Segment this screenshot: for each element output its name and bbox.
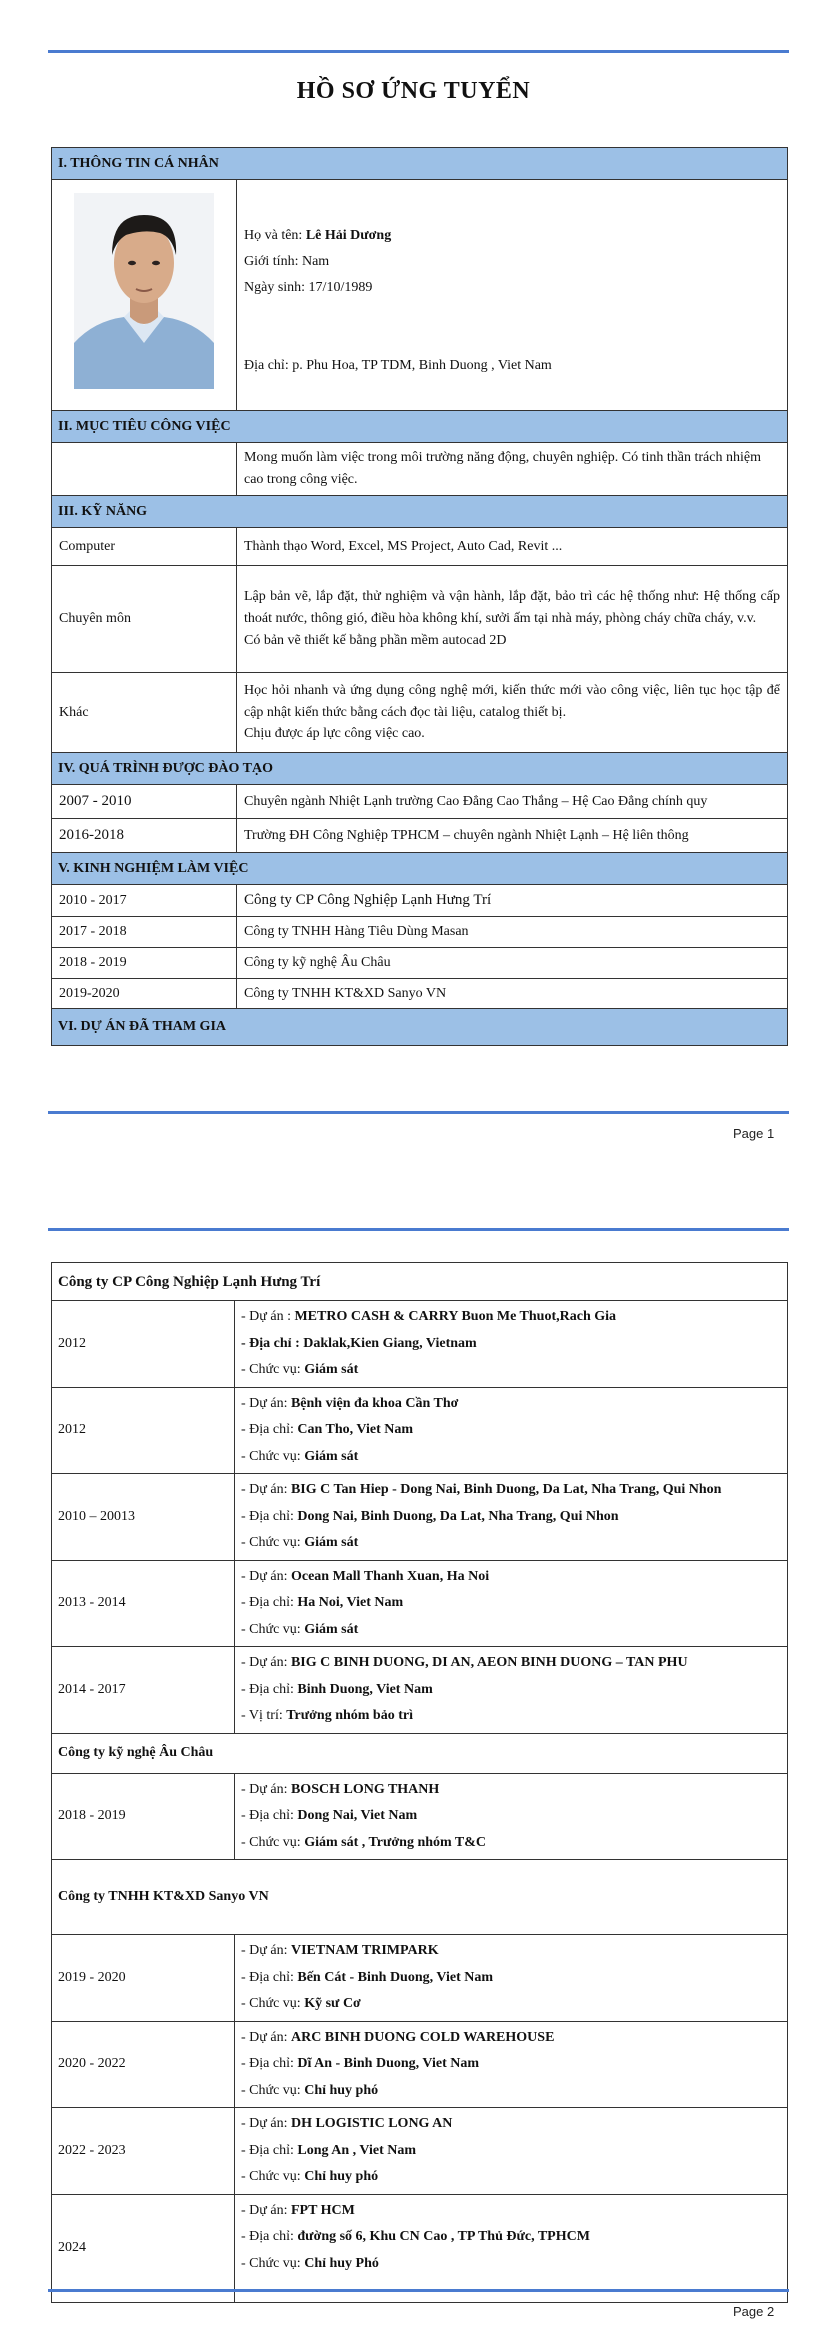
role-label: - Chức vụ:: [241, 2082, 305, 2098]
project-label: - Dự án:: [241, 1781, 291, 1797]
project-line: [241, 1650, 781, 1677]
role-line: [241, 2078, 781, 2105]
project-name: BIG C BINH DUONG, DI AN, AEON BINH DUONG – TAN PHU: [290, 1655, 688, 1670]
project-label: - Dự án:: [241, 1568, 291, 1584]
project-line: [241, 1777, 781, 1804]
gender-line: Giới tính: Nam: [244, 254, 330, 269]
exp-company: Công ty TNHH KT&XD Sanyo VN: [237, 978, 788, 1009]
page2-bottom-rule: [48, 2289, 789, 2292]
skill-line: Học hỏi nhanh và ứng dụng công nghệ mới, kiến thức mới vào công việc, liên tục học tập để cập nhật kiến thức bằng cách đọc tài liệu, catalog thiết bị.: [244, 682, 780, 720]
skill-text: [237, 673, 788, 753]
edu-years: 2016-2018: [52, 819, 237, 853]
location-line: [241, 1590, 781, 1617]
project-line: [241, 2198, 781, 2225]
role-line: [241, 2164, 781, 2191]
project-location: Long An , Viet Nam: [297, 2142, 416, 2158]
location-line: [241, 1677, 781, 1704]
role-label: - Chức vụ:: [241, 1362, 305, 1377]
project-label: - Dự án:: [241, 1395, 291, 1411]
project-label: - Dự án:: [241, 1655, 291, 1670]
personal-info: [237, 180, 788, 411]
cv-table: [51, 147, 788, 1046]
exp-years: 2019-2020: [52, 978, 237, 1009]
project-detail: [235, 1387, 788, 1474]
role-line: [241, 1830, 781, 1857]
project-name: METRO CASH & CARRY Buon Me Thuot,Rach Gia: [294, 1309, 617, 1324]
project-year: 2014 - 2017: [52, 1647, 235, 1734]
role-label: - Chức vụ:: [241, 1535, 305, 1550]
location-line: [241, 1331, 781, 1358]
skill-label: Computer: [52, 528, 237, 566]
location-label: - Địa chỉ:: [241, 2056, 298, 2071]
project-location: Dong Nai, Viet Nam: [297, 1808, 418, 1823]
skill-text: [237, 566, 788, 673]
project-detail: [235, 1935, 788, 2022]
project-location: Binh Duong, Viet Nam: [297, 1681, 433, 1697]
dob-line: Ngày sinh: 17/10/1989: [244, 280, 373, 295]
exp-years: 2018 - 2019: [52, 947, 237, 978]
edu-detail: Chuyên ngành Nhiệt Lạnh trường Cao Đẳng Cao Thắng – Hệ Cao Đẳng chính quy: [237, 785, 788, 819]
project-year: 2012: [52, 1301, 235, 1388]
skill-label: Chuyên môn: [52, 566, 237, 673]
project-name: BIG C Tan Hiep - Dong Nai, Binh Duong, Da Lat, Nha Trang, Qui Nhon: [290, 1482, 722, 1497]
location-line: [241, 1965, 781, 1992]
project-name: FPT HCM: [290, 2202, 355, 2218]
project-role: Giám sát: [304, 1448, 359, 1464]
project-line: [241, 1304, 781, 1331]
project-name: Ocean Mall Thanh Xuan, Ha Noi: [290, 1568, 490, 1584]
exp-years: 2010 - 2017: [52, 885, 237, 917]
project-role: Giám sát , Trưởng nhóm T&C: [304, 1834, 487, 1850]
project-detail: [235, 1773, 788, 1860]
role-label: - Chức vụ:: [241, 1448, 305, 1464]
role-label: - Vị trí:: [241, 1708, 287, 1723]
location-label: - Địa chỉ: [241, 1335, 296, 1351]
project-year: 2022 - 2023: [52, 2108, 235, 2195]
project-label: - Dự án :: [241, 1309, 295, 1324]
project-label: - Dự án:: [241, 1943, 291, 1958]
project-year: 2020 - 2022: [52, 2021, 235, 2108]
role-line: [241, 1530, 781, 1557]
skill-line: Lập bản vẽ, lắp đặt, thử nghiệm và vận hành, lắp đặt, bảo trì các hệ thống như: Hệ thống cấp thoát nước, thông gió, điều hòa không khí, sưởi ấm tại nhà máy, phòng cháy chữa cháy, v.v.: [244, 589, 780, 627]
exp-company: Công ty TNHH Hàng Tiêu Dùng Masan: [237, 917, 788, 948]
name-line: [244, 223, 780, 249]
skill-text: Thành thạo Word, Excel, MS Project, Auto Cad, Revit ...: [237, 528, 788, 566]
project-name: ARC BINH DUONG COLD WAREHOUSE: [290, 2029, 555, 2045]
section-objective: II. MỤC TIÊU CÔNG VIỆC: [52, 411, 788, 443]
candidate-name: Lê Hải Dương: [305, 228, 392, 243]
project-name: Bệnh viện đa khoa Cần Thơ: [290, 1395, 459, 1411]
section-skills: III. KỸ NĂNG: [52, 496, 788, 528]
exp-company: Công ty kỹ nghệ Âu Châu: [237, 947, 788, 978]
location-label: - Địa chỉ:: [241, 1508, 298, 1524]
project-role: Giám sát: [304, 1621, 359, 1637]
project-line: [241, 2025, 781, 2052]
profile-photo: [74, 193, 214, 389]
role-line: [241, 1444, 781, 1471]
project-location: Bến Cát - Binh Duong, Viet Nam: [297, 1969, 494, 1985]
exp-years: 2017 - 2018: [52, 917, 237, 948]
company-header: Công ty kỹ nghệ Âu Châu: [52, 1733, 788, 1773]
location-label: - Địa chỉ:: [241, 1808, 298, 1823]
project-detail: [235, 1560, 788, 1647]
location-label: - Địa chỉ:: [241, 2229, 298, 2244]
role-line: [241, 1991, 781, 2018]
exp-company: Công ty CP Công Nghiệp Lạnh Hưng Trí: [237, 885, 788, 917]
skill-label: Khác: [52, 673, 237, 753]
section-personal: I. THÔNG TIN CÁ NHÂN: [52, 148, 788, 180]
project-detail: [235, 2021, 788, 2108]
location-line: [241, 2051, 781, 2078]
project-year: 2018 - 2019: [52, 1773, 235, 1860]
company-header: Công ty TNHH KT&XD Sanyo VN: [52, 1860, 788, 1935]
project-location: Can Tho, Viet Nam: [297, 1422, 414, 1437]
objective-text: Mong muốn làm việc trong môi trường năng động, chuyên nghiệp. Có tinh thần trách nhiệm cao trong công việc.: [237, 443, 788, 496]
section-projects: VI. DỰ ÁN ĐÃ THAM GIA: [52, 1009, 788, 1046]
location-label: - Địa chỉ:: [241, 1969, 298, 1985]
project-detail: [235, 2194, 788, 2302]
location-line: [241, 2224, 781, 2251]
project-label: - Dự án:: [241, 2116, 291, 2131]
role-label: - Chức vụ:: [241, 1621, 305, 1637]
role-label: - Chức vụ:: [241, 1996, 305, 2011]
project-year: 2019 - 2020: [52, 1935, 235, 2022]
page-number: Page 1: [733, 1126, 775, 1141]
role-label: - Chức vụ:: [241, 1834, 305, 1850]
project-location: Dĩ An - Binh Duong, Viet Nam: [297, 2056, 480, 2071]
project-name: DH LOGISTIC LONG AN: [290, 2116, 453, 2131]
role-line: [241, 2251, 781, 2278]
location-line: [241, 1803, 781, 1830]
project-year: 2024: [52, 2194, 235, 2302]
blank-lines: [244, 301, 780, 353]
edu-years: 2007 - 2010: [52, 785, 237, 819]
location-label: - Địa chỉ:: [241, 1422, 298, 1437]
project-year: 2013 - 2014: [52, 1560, 235, 1647]
project-detail: [235, 1474, 788, 1561]
project-location: Dong Nai, Binh Duong, Da Lat, Nha Trang, Qui Nhon: [297, 1508, 619, 1524]
project-detail: [235, 2108, 788, 2195]
project-line: [241, 2111, 781, 2138]
location-label: - Địa chỉ:: [241, 2142, 298, 2158]
location-line: [241, 1504, 781, 1531]
project-role: Kỹ sư Cơ: [304, 1996, 361, 2011]
page1-top-rule: [48, 50, 789, 53]
project-name: VIETNAM TRIMPARK: [290, 1943, 439, 1958]
project-year: 2010 – 20013: [52, 1474, 235, 1561]
section-experience: V. KINH NGHIỆM LÀM VIỆC: [52, 853, 788, 885]
project-location: : Daklak,Kien Giang, Vietnam: [295, 1335, 477, 1351]
project-label: - Dự án:: [241, 2029, 291, 2045]
location-line: [241, 1417, 781, 1444]
edu-detail: Trường ĐH Công Nghiệp TPHCM – chuyên ngành Nhiệt Lạnh – Hệ liên thông: [237, 819, 788, 853]
project-role: Chỉ huy Phó: [304, 2255, 379, 2271]
project-role: Giám sát: [304, 1535, 359, 1550]
page1-bottom-rule: [48, 1111, 789, 1114]
role-line: [241, 1357, 781, 1384]
project-name: BOSCH LONG THANH: [290, 1781, 440, 1797]
projects-table: [51, 1262, 788, 2303]
page2-top-rule: [48, 1228, 789, 1231]
company-header: Công ty CP Công Nghiệp Lạnh Hưng Trí: [52, 1263, 788, 1301]
objective-left: [52, 443, 237, 496]
role-label: - Chức vụ:: [241, 2255, 305, 2271]
location-line: [241, 2138, 781, 2165]
project-location: đường số 6, Khu CN Cao , TP Thủ Đức, TPHCM: [297, 2229, 590, 2244]
address-line: Địa chỉ: p. Phu Hoa, TP TDM, Binh Duong , Viet Nam: [244, 358, 552, 373]
page-number: Page 2: [733, 2304, 775, 2319]
role-line: [241, 1617, 781, 1644]
skill-line: Chịu được áp lực công việc cao.: [244, 726, 425, 742]
project-year: 2012: [52, 1387, 235, 1474]
location-label: - Địa chỉ:: [241, 1595, 298, 1610]
location-label: - Địa chỉ:: [241, 1681, 298, 1697]
project-label: - Dự án:: [241, 1482, 291, 1497]
project-line: [241, 1477, 781, 1504]
project-line: [241, 1564, 781, 1591]
project-location: Ha Noi, Viet Nam: [297, 1595, 404, 1610]
project-line: [241, 1391, 781, 1418]
role-line: [241, 1703, 781, 1730]
name-label: Họ và tên:: [244, 228, 306, 243]
project-role: Trưởng nhóm bảo trì: [286, 1708, 413, 1723]
project-role: Chỉ huy phó: [304, 2169, 379, 2184]
project-line: [241, 1938, 781, 1965]
project-detail: [235, 1647, 788, 1734]
project-role: Giám sát: [304, 1362, 359, 1377]
project-detail: [235, 1301, 788, 1388]
section-education: IV. QUÁ TRÌNH ĐƯỢC ĐÀO TẠO: [52, 753, 788, 785]
project-role: Chỉ huy phó: [304, 2082, 379, 2098]
skill-line: Có bản vẽ thiết kế bằng phần mềm autocad 2D: [244, 632, 507, 648]
photo-cell: [52, 180, 237, 411]
project-label: - Dự án:: [241, 2202, 291, 2218]
role-label: - Chức vụ:: [241, 2169, 305, 2184]
document-title: HỒ SƠ ỨNG TUYỂN: [296, 78, 531, 104]
